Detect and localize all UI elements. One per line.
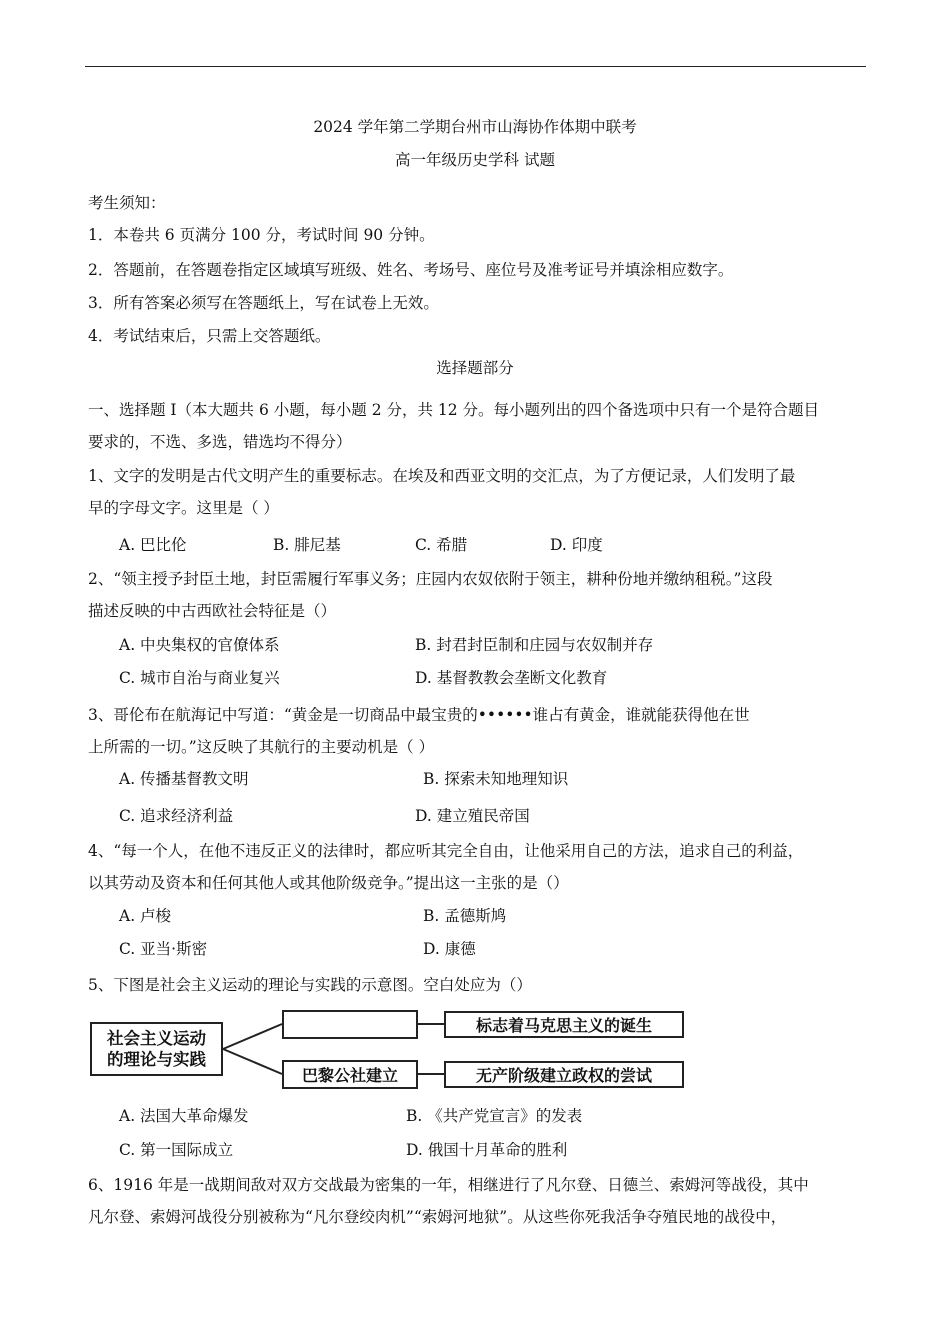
question-1-option-d: D. 印度 bbox=[550, 536, 603, 554]
question-5-stem: 5、下图是社会主义运动的理论与实践的示意图。空白处应为（） bbox=[88, 976, 532, 994]
section-title: 选择题部分 bbox=[436, 359, 514, 377]
question-4-option-d: D. 康德 bbox=[423, 940, 476, 958]
question-4-option-a: A. 卢梭 bbox=[119, 907, 172, 925]
question-5-option-b: B. 《共产党宣言》的发表 bbox=[406, 1107, 583, 1125]
notice-heading: 考生须知： bbox=[88, 194, 166, 212]
question-2-stem: 2、“领主授予封臣土地，封臣需履行军事义务；庄园内农奴依附于领主，耕种份地并缴纳租税。”这段 bbox=[88, 570, 773, 588]
diagram-root-line: 社会主义运动 bbox=[107, 1029, 206, 1048]
question-4-option-b: B. 孟德斯鸠 bbox=[423, 907, 507, 925]
exam-subtitle: 高一年级历史学科 试题 bbox=[395, 151, 555, 169]
question-3-stem: 上所需的一切。”这反映了其航行的主要动机是（ ） bbox=[88, 738, 435, 756]
question-5-option-a: A. 法国大革命爆发 bbox=[119, 1107, 249, 1125]
section-instructions: 要求的，不选、多选，错选均不得分） bbox=[88, 433, 352, 451]
diagram-root-line: 的理论与实践 bbox=[107, 1050, 206, 1069]
notice-item: 1．本卷共 6 页满分 100 分，考试时间 90 分钟。 bbox=[88, 226, 435, 244]
question-1-stem: 1、文字的发明是古代文明产生的重要标志。在埃及和西亚文明的交汇点，为了方便记录，人们发明了最 bbox=[88, 467, 796, 485]
diagram-proletarian-attempt-box: 无产阶级建立政权的尝试 bbox=[444, 1061, 684, 1088]
question-2-stem: 描述反映的中古西欧社会特征是（） bbox=[88, 602, 337, 620]
question-3-option-d: D. 建立殖民帝国 bbox=[415, 807, 530, 825]
diagram-blank-box bbox=[282, 1010, 418, 1039]
diagram-marxism-birth-box: 标志着马克思主义的诞生 bbox=[444, 1011, 684, 1038]
question-5-option-d: D. 俄国十月革命的胜利 bbox=[406, 1141, 568, 1159]
question-1-stem: 早的字母文字。这里是（ ） bbox=[88, 499, 279, 517]
diagram-paris-commune-box: 巴黎公社建立 bbox=[282, 1060, 418, 1089]
section-instructions: 一、选择题 I（本大题共 6 小题，每小题 2 分，共 12 分。每小题列出的四个备选项中只有一个是符合题目 bbox=[88, 401, 820, 419]
socialism-diagram bbox=[90, 1007, 690, 1093]
question-6-stem: 凡尔登、索姆河战役分别被称为“凡尔登绞肉机”“索姆河地狱”。从这些你死我活争夺殖民地的战役中， bbox=[88, 1208, 787, 1226]
question-2-option-d: D. 基督教教会垄断文化教育 bbox=[415, 669, 608, 687]
question-3-option-c: C. 追求经济利益 bbox=[119, 807, 234, 825]
question-1-option-b: B. 腓尼基 bbox=[273, 536, 341, 554]
question-6-stem: 6、1916 年是一战期间敌对双方交战最为密集的一年，相继进行了凡尔登、日德兰、索姆河等战役，其中 bbox=[88, 1176, 809, 1194]
question-2-option-b: B. 封君封臣制和庄园与农奴制并存 bbox=[415, 636, 654, 654]
question-3-option-b: B. 探索未知地理知识 bbox=[423, 770, 569, 788]
notice-item: 3．所有答案必须写在答题纸上，写在试卷上无效。 bbox=[88, 294, 439, 312]
diagram-root-box bbox=[90, 1022, 223, 1076]
question-1-option-c: C. 希腊 bbox=[415, 536, 468, 554]
exam-title: 2024 学年第二学期台州市山海协作体期中联考 bbox=[313, 118, 637, 136]
question-1-option-a: A. 巴比伦 bbox=[119, 536, 187, 554]
question-2-option-c: C. 城市自治与商业复兴 bbox=[119, 669, 280, 687]
notice-item: 2．答题前，在答题卷指定区域填写班级、姓名、考场号、座位号及准考证号并填涂相应数字。 bbox=[88, 261, 734, 279]
question-5-option-c: C. 第一国际成立 bbox=[119, 1141, 234, 1159]
question-3-stem: 3、哥伦布在航海记中写道：“黄金是一切商品中最宝贵的••••••谁占有黄金，谁就能获得他在世 bbox=[88, 706, 750, 724]
question-2-option-a: A. 中央集权的官僚体系 bbox=[119, 636, 280, 654]
header-rule bbox=[85, 66, 866, 67]
notice-item: 4．考试结束后，只需上交答题纸。 bbox=[88, 327, 331, 345]
question-4-option-c: C. 亚当·斯密 bbox=[119, 940, 208, 958]
question-4-stem: 以其劳动及资本和任何其他人或其他阶级竞争。”提出这一主张的是（） bbox=[88, 874, 569, 892]
question-3-option-a: A. 传播基督教文明 bbox=[119, 770, 249, 788]
question-4-stem: 4、“每一个人，在他不违反正义的法律时，都应听其完全自由，让他采用自己的方法，追求自己的利益， bbox=[88, 842, 804, 860]
